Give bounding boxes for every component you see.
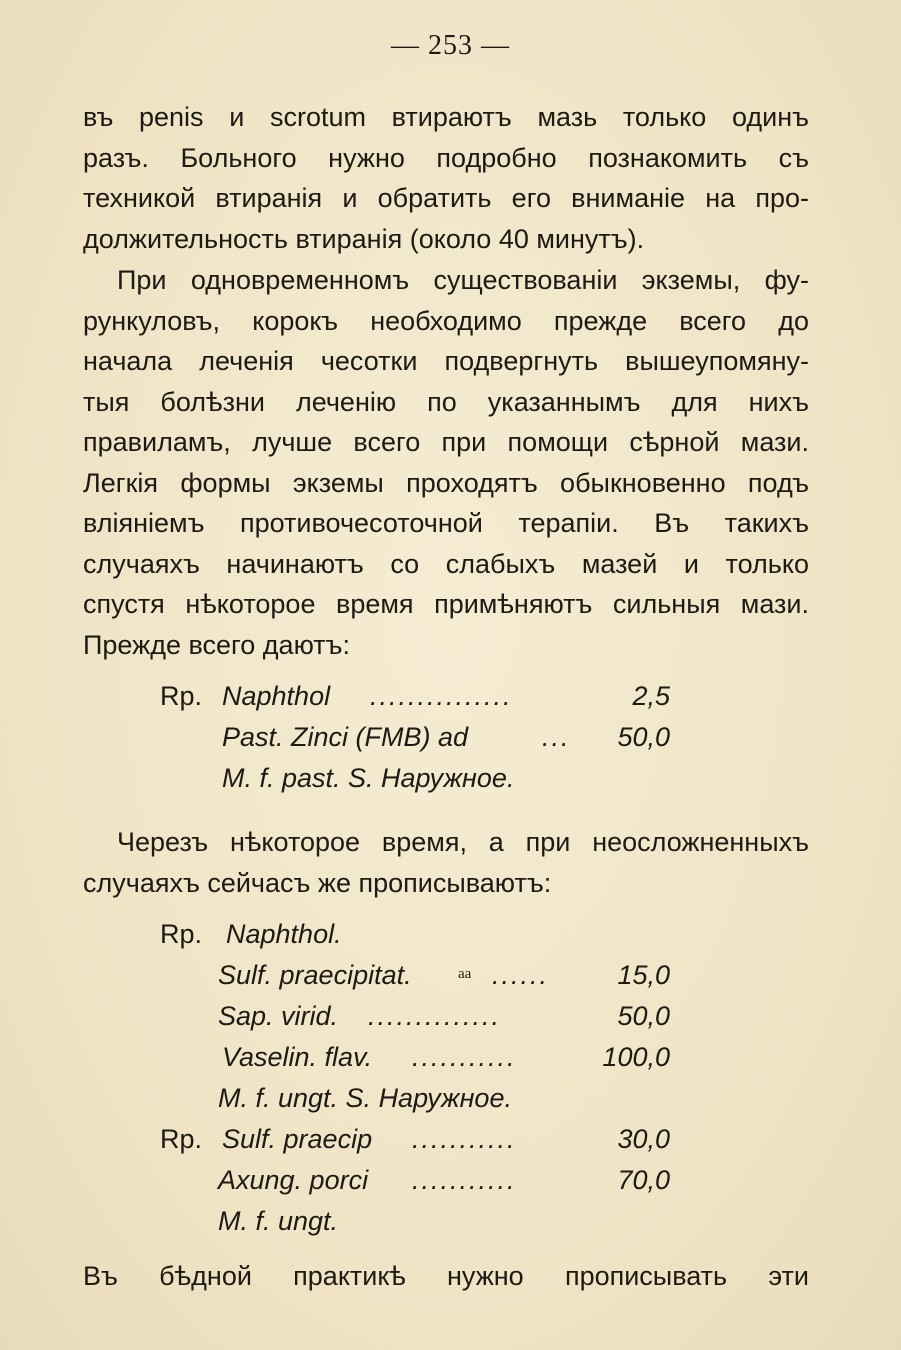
text-line: вліяніемъ противочесоточной терапіи. Въ такихъ [83, 508, 809, 538]
rp-label: Rp. [160, 919, 203, 949]
recipe-amount: 50,0 [617, 722, 670, 752]
recipe-amount: 15,0 [617, 960, 670, 990]
text-line: разъ. Больного нужно подробно познакомить съ [83, 142, 809, 173]
recipe-item-name: Past. Zinci (FMB) ad [222, 722, 469, 752]
paragraph-4 [83, 1256, 809, 1297]
recipe-item-name: Sulf. praecipitat. [218, 960, 412, 990]
page-number: — 253 — [391, 30, 510, 61]
text-line: случаяхъ сейчасъ же прописываютъ: [83, 867, 552, 898]
paragraph-2 [83, 260, 809, 665]
recipe-item-name: Axung. porci [218, 1165, 369, 1195]
dot-leader: .............. [368, 1001, 502, 1031]
text-line: правиламъ, лучше всего при помощи сѣрной мази. [83, 427, 809, 457]
text-line: Въ бѣдной практикѣ нужно прописывать эти [83, 1261, 809, 1291]
rp-label: Rp. [160, 681, 203, 711]
recipe-amount: 70,0 [617, 1165, 670, 1195]
recipe-signature: M. f. past. S. Наружное. [222, 763, 515, 793]
recipe-signature: M. f. ungt. [218, 1206, 339, 1236]
dot-leader: ........... [412, 1165, 517, 1195]
ana-mark: aa [458, 966, 472, 982]
text-line: Прежде всего даютъ: [83, 629, 350, 660]
text-line: При одновременномъ существованіи экземы, фу- [117, 265, 809, 295]
recipe-item-name: Naphthol [222, 681, 331, 711]
text-line: начала леченія чесотки подвергнуть вышеупомяну- [83, 346, 809, 376]
text-line: въ penis и scrotum втираютъ мазь только одинъ [83, 102, 809, 132]
dot-leader: ...... [492, 960, 550, 990]
text-line: тыя болѣзни леченію по указаннымъ для нихъ [83, 386, 809, 417]
text-line: случаяхъ начинаютъ со слабыхъ мазей и только [83, 548, 809, 579]
dot-leader: ............... [370, 681, 513, 711]
dot-leader: ........... [412, 1042, 517, 1072]
recipe-signature: M. f. ungt. S. Наружное. [218, 1083, 512, 1113]
recipe-amount: 30,0 [617, 1124, 670, 1154]
recipe-amount: 2,5 [632, 681, 670, 711]
text-line: рункуловъ, корокъ необходимо прежде всего до [83, 305, 809, 336]
recipe-amount: 50,0 [617, 1001, 670, 1031]
text-line: должительность втиранія (около 40 минутъ). [83, 223, 645, 254]
recipe-item-name: Vaselin. flav. [222, 1042, 373, 1072]
recipe-amount: 100,0 [602, 1042, 670, 1072]
recipe-item-name: Naphthol. [226, 919, 342, 949]
paragraph-3 [83, 822, 809, 903]
text-line: техникой втиранія и обратить его вниманіе на про- [83, 183, 809, 213]
text-line: спустя нѣкоторое время примѣняютъ сильныя мази. [83, 589, 809, 619]
text-line: Легкія формы экземы проходятъ обыкновенно подъ [83, 467, 809, 498]
text-line: Черезъ нѣкоторое время, а при неосложненныхъ [117, 827, 809, 857]
dot-leader: ........... [412, 1124, 517, 1154]
dot-leader: ... [542, 722, 571, 752]
recipe-item-name: Sap. virid. [218, 1001, 339, 1031]
paragraph-1 [83, 97, 809, 259]
rp-label: Rp. [160, 1124, 203, 1154]
recipe-item-name: Sulf. praecip [222, 1124, 373, 1154]
